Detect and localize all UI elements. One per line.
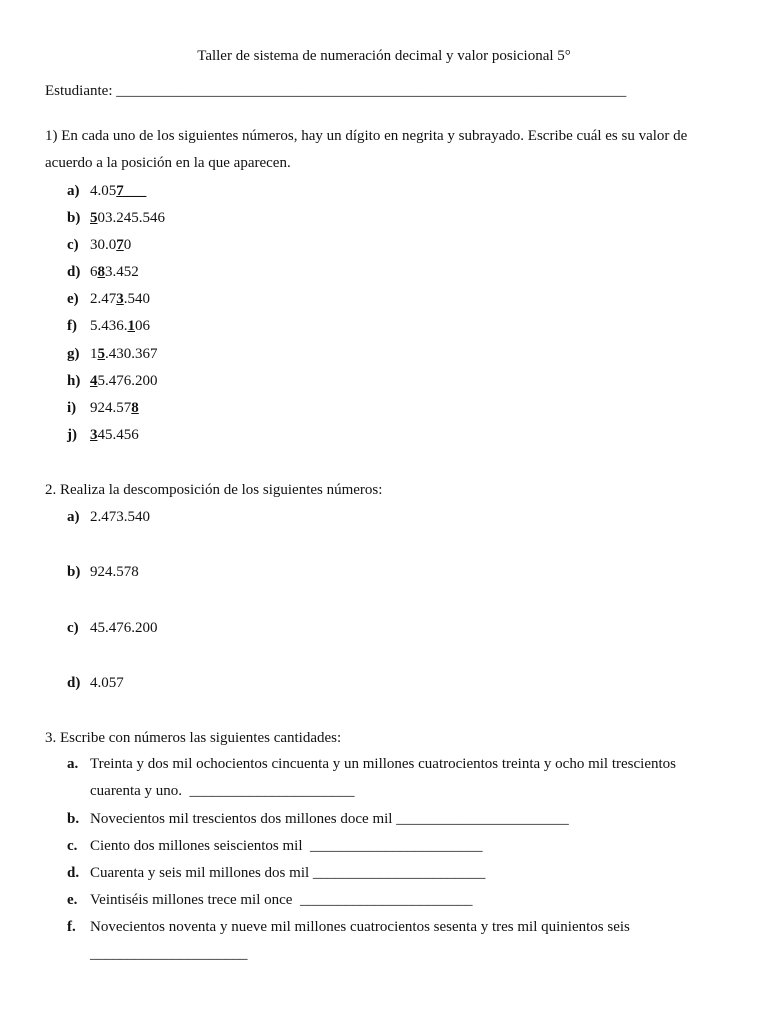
number-suffix: 03.245.546 <box>97 210 165 226</box>
highlighted-digit: 5 <box>97 346 105 362</box>
q2-item-a <box>67 507 150 527</box>
number-prefix: 6 <box>90 264 98 280</box>
item-label: j) <box>67 427 77 443</box>
page-title: Taller de sistema de numeración decimal y valor posicional 5° <box>197 48 571 64</box>
student-label: Estudiante: <box>45 83 113 99</box>
item-text: Ciento dos millones seiscientos mil <box>90 838 303 854</box>
item-text: Veintiséis millones trece mil once <box>90 892 293 908</box>
q1-item-g <box>67 344 158 364</box>
item-label: a) <box>67 509 80 525</box>
highlighted-digit: 4 <box>90 373 98 389</box>
item-label: c) <box>67 620 79 636</box>
q1-item-e <box>67 289 150 309</box>
q3-item-e <box>67 887 697 914</box>
q3-item-f <box>67 914 697 968</box>
item-number: 2.473.540 <box>90 509 150 525</box>
q1-item-i <box>67 398 139 418</box>
number-suffix: 3.452 <box>105 264 139 280</box>
q1-item-a <box>67 181 146 201</box>
highlighted-digit: 3 <box>116 291 124 307</box>
item-text: Novecientos mil trescientos dos millones doce mil <box>90 811 393 827</box>
item-label: d. <box>67 865 80 881</box>
q1-item-c <box>67 235 131 255</box>
answer-blank: _____________________ <box>90 946 248 962</box>
q1-item-d <box>67 262 139 282</box>
item-label: e. <box>67 892 78 908</box>
answer-blank: _______________________ <box>312 865 486 881</box>
item-label: c. <box>67 838 78 854</box>
highlighted-digit: 5 <box>90 210 98 226</box>
number-prefix: 1 <box>90 346 98 362</box>
student-line <box>45 81 626 101</box>
item-label: a) <box>67 183 80 199</box>
q1-prompt: 1) En cada uno de los siguientes números, hay un dígito en negrita y subrayado. Escribe cuál es su valor de acuerdo a la posición en la que aparecen. <box>45 128 688 171</box>
highlighted-digit: 7 <box>116 237 124 253</box>
q2-item-b <box>67 562 139 582</box>
item-label: d) <box>67 675 81 691</box>
number-suffix: 0 <box>123 237 132 253</box>
highlighted-digit: 7 <box>116 183 124 199</box>
number-prefix: 2.47 <box>90 291 117 307</box>
item-label: b) <box>67 564 81 580</box>
highlighted-digit: 8 <box>97 264 105 280</box>
number-suffix: .540 <box>123 291 150 307</box>
answer-blank: _______________________ <box>310 838 483 854</box>
answer-blank: ______________________ <box>189 783 355 799</box>
q1-item-f <box>67 316 150 336</box>
q3-item-c <box>67 833 697 860</box>
number-suffix: 06 <box>135 318 150 334</box>
number-suffix: 5.476.200 <box>97 373 158 389</box>
q2-item-c <box>67 618 158 638</box>
item-label: b) <box>67 210 81 226</box>
item-number: 45.476.200 <box>90 620 158 636</box>
item-label: a. <box>67 756 79 772</box>
q1-item-j <box>67 425 139 445</box>
number-suffix: .430.367 <box>105 346 158 362</box>
item-number: 4.057 <box>90 675 124 691</box>
item-text: Treinta y dos mil ochocientos cincuenta y un millones cuatrocientos treinta y ocho mil trescientos cuarenta y uno. <box>90 756 676 799</box>
student-name-blank: ____________________________________________________________________ <box>116 83 627 99</box>
highlighted-digit: 1 <box>127 318 135 334</box>
answer-blank: _______________________ <box>396 811 569 827</box>
number-prefix: 5.436. <box>90 318 128 334</box>
q3-item-d <box>67 860 697 887</box>
highlighted-digit: 3 <box>90 427 98 443</box>
item-label: h) <box>67 373 81 389</box>
number-suffix: 45.456 <box>97 427 139 443</box>
q2-prompt: 2. Realiza la descomposición de los siguientes números: <box>45 482 383 498</box>
item-label: i) <box>67 400 77 416</box>
item-label: c) <box>67 237 79 253</box>
q1-item-h <box>67 371 158 391</box>
answer-blank: _______________________ <box>299 892 473 908</box>
item-number: 924.578 <box>90 564 139 580</box>
item-label: d) <box>67 264 81 280</box>
number-prefix: 30.0 <box>90 237 117 253</box>
item-label: f) <box>67 318 77 334</box>
answer-blank: ___ <box>123 183 147 199</box>
item-label: f. <box>67 919 76 935</box>
number-prefix: 924.57 <box>90 400 132 416</box>
q2-item-d <box>67 673 124 693</box>
q3-prompt: 3. Escribe con números las siguientes cantidades: <box>45 730 342 746</box>
item-label: e) <box>67 291 79 307</box>
item-text: Cuarenta y seis mil millones dos mil <box>90 865 310 881</box>
q3-item-a <box>67 751 697 805</box>
highlighted-digit: 8 <box>131 400 139 416</box>
number-prefix: 4.05 <box>90 183 117 199</box>
item-label: g) <box>67 346 80 362</box>
q3-item-b <box>67 806 697 833</box>
item-label: b. <box>67 811 80 827</box>
q1-item-b <box>67 208 165 228</box>
item-text: Novecientos noventa y nueve mil millones cuatrocientos sesenta y tres mil quinientos seis <box>90 919 630 935</box>
